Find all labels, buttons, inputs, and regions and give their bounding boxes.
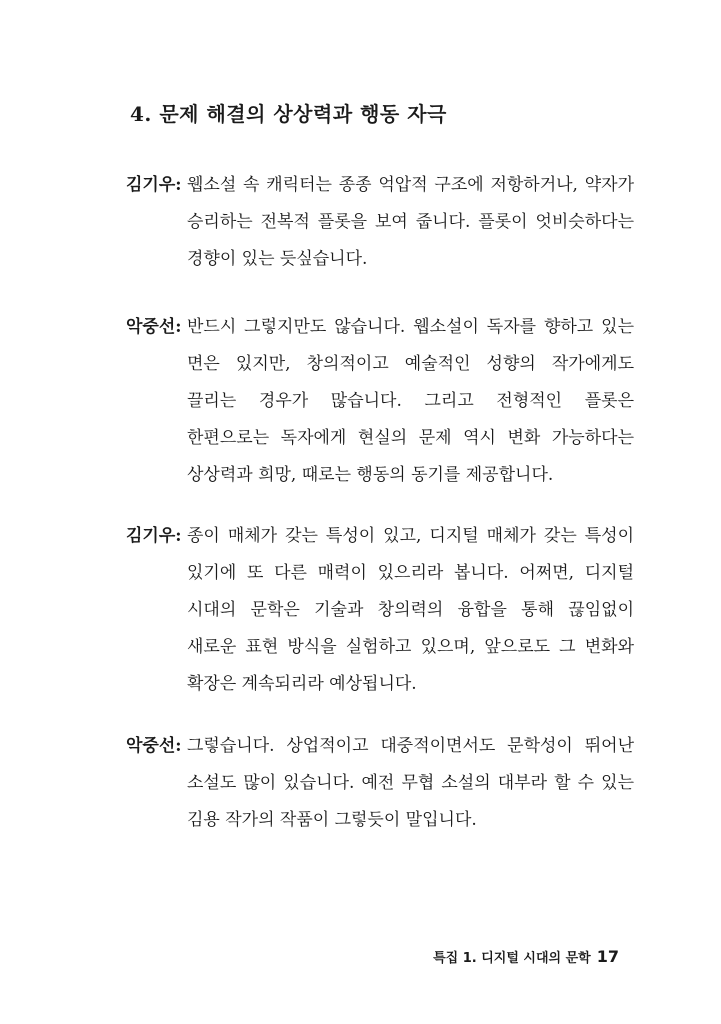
speech-text: 웹소설 속 캐릭터는 종종 억압적 구조에 저항하거나, 약자가 승리하는 전복적 플롯을 보여 줍니다. 플롯이 엇비슷하다는 경향이 있는 듯싶습니다. <box>187 175 634 269</box>
footer-section-label: 특집 1. 디지털 시대의 문학 <box>433 951 591 966</box>
page-number: 17 <box>596 947 619 966</box>
speaker-name: 김기우: <box>126 526 182 546</box>
speech-text: 반드시 그렇지만도 않습니다. 웹소설이 독자를 향하고 있는 면은 있지만, 창의적이고 예술적인 성향의 작가에게도 끌리는 경우가 많습니다. 그리고 전형적인 플롯은 한편으로는 독자에게 현실의 문제 역시 변화 가능하다는 상상력과 희망, 때로는 행동의 동기를 제공합니다. <box>187 317 634 485</box>
speaker-name: 김기우: <box>126 175 182 195</box>
speaker-name: 악중선: <box>126 736 182 756</box>
section-title: 4. 문제 해결의 상상력과 행동 자극 <box>130 102 447 126</box>
dialogue-block <box>126 518 634 703</box>
speech-text: 그렇습니다. 상업적이고 대중적이면서도 문학성이 뛰어난 소설도 많이 있습니다. 예전 무협 소설의 대부라 할 수 있는 김용 작가의 작품이 그렇듯이 말입니다. <box>187 736 634 830</box>
dialogue-block <box>126 309 634 494</box>
dialogue-block <box>126 728 634 839</box>
speaker-name: 악중선: <box>126 317 182 337</box>
page-footer <box>433 947 619 966</box>
dialogue-block <box>126 167 634 278</box>
speech-text: 종이 매체가 갖는 특성이 있고, 디지털 매체가 갖는 특성이 있기에 또 다른 매력이 있으리라 봅니다. 어쩌면, 디지털 시대의 문학은 기술과 창의력의 융합을 통해 끊임없이 새로운 표현 방식을 실험하고 있으며, 앞으로도 그 변화와 확장은 계속되리라 예상됩니다. <box>187 526 634 694</box>
